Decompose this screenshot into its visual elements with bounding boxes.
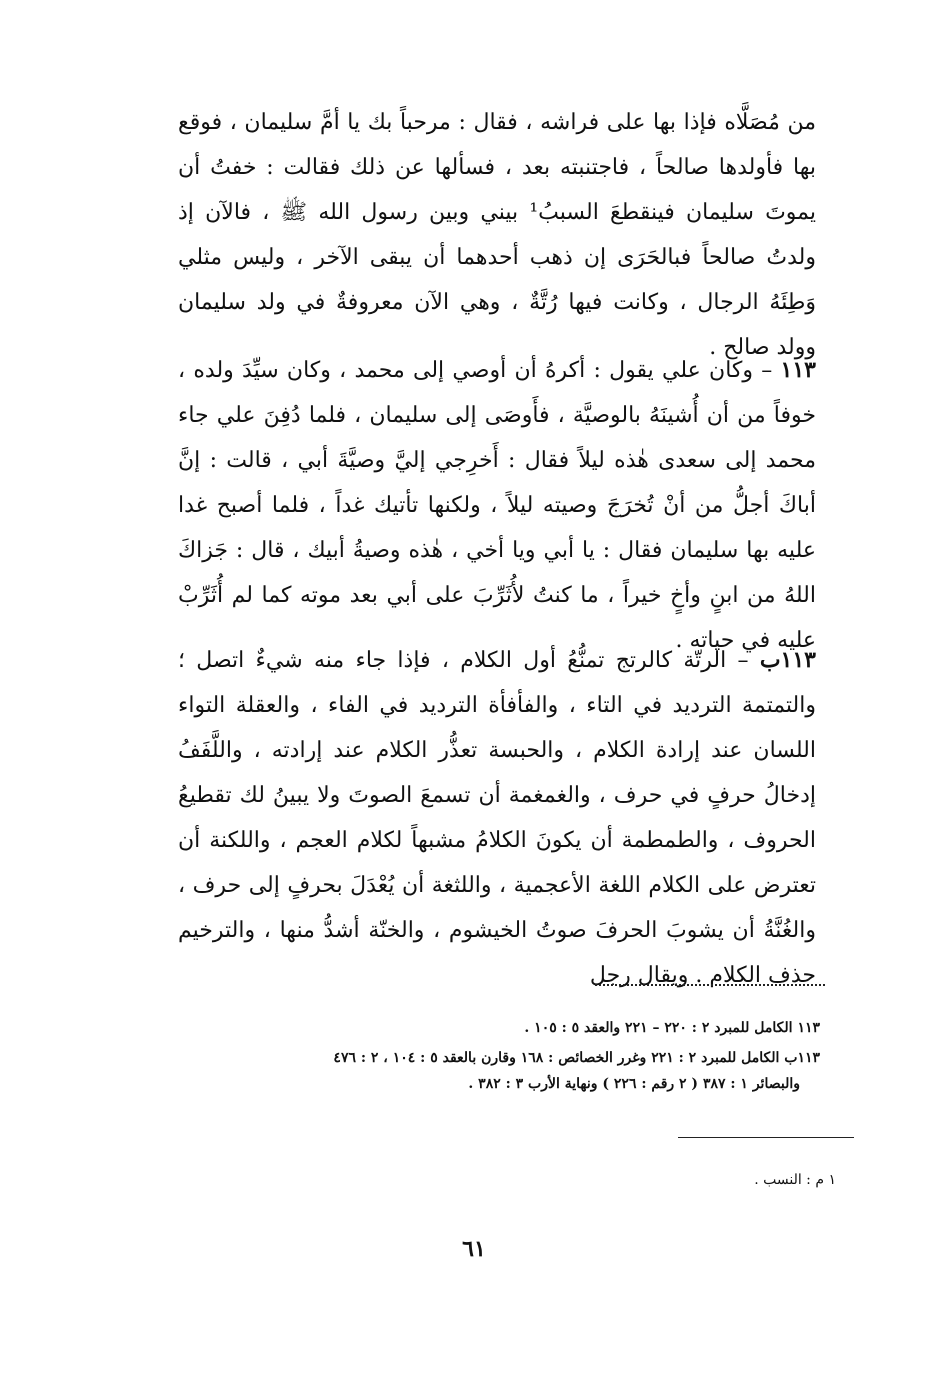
paragraph-number: ١١٣ب bbox=[759, 647, 816, 673]
footnote-source-113: ١١٣ الكامل للمبرد ٢ : ٢٢٠ – ٢٢١ والعقد ٥ : ١٠٥ . bbox=[524, 1020, 820, 1036]
page-number: ٦١ bbox=[462, 1236, 486, 1262]
paragraph-113 bbox=[178, 348, 816, 663]
paragraph-text: – وكان علي يقول : أكرهُ أن أوصي إلى محمد ، وكان سيِّدَ ولده ، خوفاً من أن أُشينَهُ بالوصيَّة ، فأَوصَى إلى سليمان ، فلما دُفِنَ علي جاء محمد إلى سعدى هٰذه ليلاً فقال : أَخرِجي إليَّ وصيَّةَ أبي ، قالت : إنَّ أباكَ أجلُّ من أنْ تُخرَجَ وصيته ليلاً ، ولكنها تأتيك غداً ، فلما أصبح غدا عليه بها سليمان فقال : يا أبي ويا أخي ، هٰذه وصيةُ أبيك ، قال : جَزاكَ اللهُ من ابنٍ وأخٍ خيراً ، ما كنتُ لأُثَرِّبَ على أبي بعد موته كما لم أُثَرِّبْ عليه في حياته . bbox=[178, 358, 816, 653]
paragraph-continuation bbox=[178, 100, 816, 370]
footnote-source-113b-continued: والبصائر ١ : ٣٨٧ ( ٢ رقم : ٢٢٦ ) ونهاية الأرب ٣ : ٣٨٢ . bbox=[468, 1076, 800, 1092]
variant-note: ١ م : النسب . bbox=[754, 1172, 836, 1188]
note-divider bbox=[678, 1137, 854, 1138]
footnote-divider-dotted bbox=[595, 984, 825, 986]
paragraph-text: من مُصَلَّاه فإذا بها على فراشه ، فقال : مرحباً بك يا أمَّ سليمان ، فوقع بها فأولدها صالحاً ، فاجتنبته بعد ، فسألها عن ذلك فقالت : خفتُ أن يموتَ سليمان فينقطعَ السببُ¹ بيني وبين رسول الله ﷺ ، فالآن إذ ولدتُ صالحاً فبالحَرَى إن ذهب أحدهما أن يبقى الآخر ، وليس مثلي وَطِئَهُ الرجال ، وكانت فيها رُتَّةٌ ، وهي الآن معروفةٌ في ولد سليمان وولد صالح . bbox=[178, 110, 817, 360]
paragraph-113b bbox=[178, 638, 816, 998]
paragraph-number: ١١٣ bbox=[780, 357, 816, 383]
footnote-source-113b: ١١٣ب الكامل للمبرد ٢ : ٢٢١ وغرر الخصائص : ١٦٨ وقارن بالعقد ٥ : ١٠٤ ، ٢ : ٤٧٦ bbox=[333, 1050, 820, 1066]
paragraph-text: – الرتّة كالرتج تمنُّعُ أول الكلام ، فإذا جاء منه شيءٌ اتصل ؛ والتمتمة الترديد في التاء ، والفأفأة الترديد في الفاء ، والعقلة التواء اللسان عند إرادة الكلام ، والحبسة تعذُّر الكلام عند إرادته ، واللَّفَفُ إدخالُ حرفٍ في حرف ، والغمغمة أن تسمعَ الصوتَ ولا يبينُ لك تقطيعُ الحروف ، والطمطمة أن يكونَ الكلامُ مشبهاً لكلام العجم ، واللكنة أن تعترض على الكلام اللغة الأعجمية ، واللثغة أن يُعْدَلَ بحرفٍ إلى حرف ، والغُنَّةُ أن يشوبَ الحرفَ صوتُ الخيشوم ، والخنّة أشدُّ منها ، والترخيم حذف الكلام . ويقال رجل bbox=[178, 648, 816, 988]
